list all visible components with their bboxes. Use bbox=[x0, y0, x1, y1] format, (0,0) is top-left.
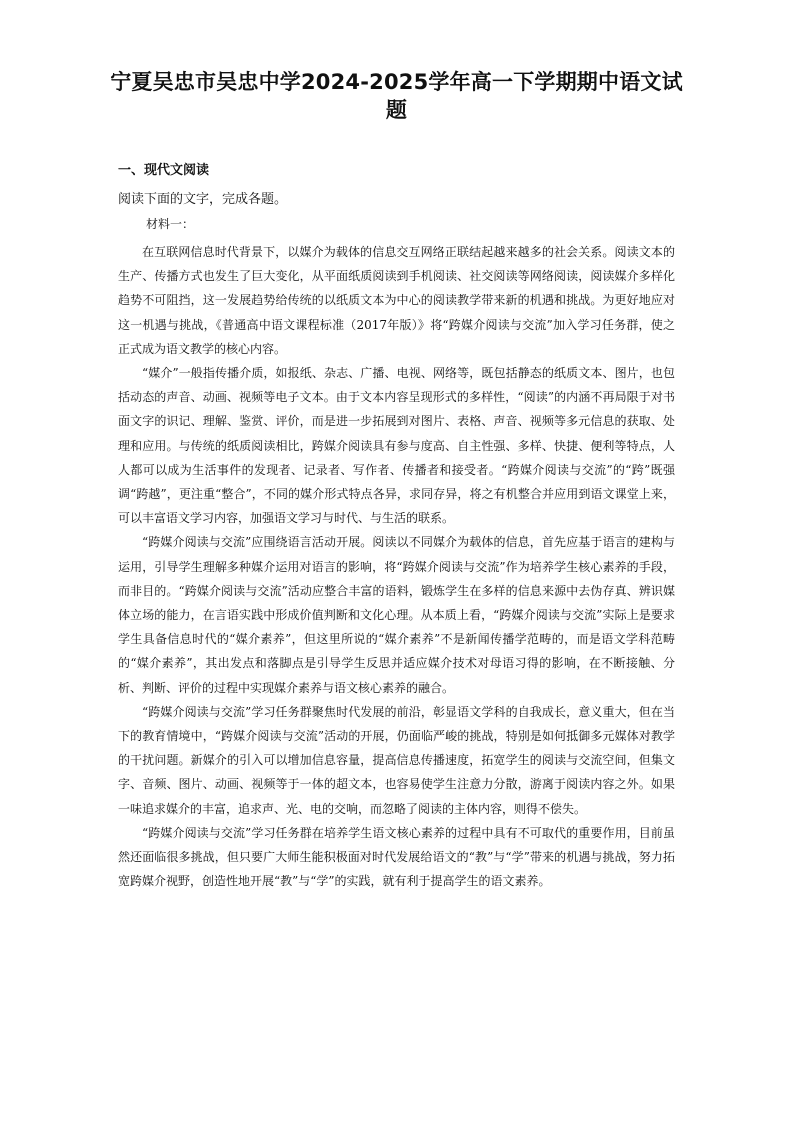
article-body bbox=[118, 240, 675, 893]
paragraph-3: “跨媒介阅读与交流”应围绕语言活动开展。阅读以不同媒介为载体的信息，首先应基于语言的建构与运用，引导学生理解多种媒介运用对语言的影响，将“跨媒介阅读与交流”作为培养学生核心素养的手段，而非目的。“跨媒介阅读与交流”活动应整合丰富的语料，锻炼学生在多样的信息来源中去伪存真、辨识媒体立场的能力，在言语实践中形成价值判断和文化心理。从本质上看，“跨媒介阅读与交流”实际上是要求学生具备信息时代的“媒介素养”，但这里所说的“媒介素养”不是新闻传播学范畴的，而是语文学科范畴的“媒介素养”，其出发点和落脚点是引导学生反思并适应媒介技术对母语习得的影响，在不断接触、分析、判断、评价的过程中实现媒介素养与语文核心素养的融合。 bbox=[118, 535, 675, 695]
document-title: 宁夏吴忠市吴忠中学2024-2025学年高一下学期期中语文试题 bbox=[110, 70, 683, 122]
paragraph-1: 在互联网信息时代背景下，以媒介为载体的信息交互网络正联结起越来越多的社会关系。阅读文本的生产、传播方式也发生了巨大变化，从平面纸质阅读到手机阅读、社交阅读等网络阅读，阅读媒介多样化趋势不可阻挡，这一发展趋势给传统的以纸质文本为中心的阅读教学带来新的机遇和挑战。为更好地应对这一机遇与挑战，《普通高中语文课程标准（2017年版）》将“跨媒介阅读与交流”加入学习任务群，使之正式成为语文教学的核心内容。 bbox=[118, 245, 675, 356]
paragraph-4: “跨媒介阅读与交流”学习任务群聚焦时代发展的前沿，彰显语文学科的自我成长，意义重大，但在当下的教育情境中，“跨媒介阅读与交流”活动的开展，仍面临严峻的挑战，特别是如何抵御多元媒体对教学的干扰问题。新媒介的引入可以增加信息容量，提高信息传播速度，拓宽学生的阅读与交流空间，但集文字、音频、图片、动画、视频等于一体的超文本，也容易使学生注意力分散，游离于阅读内容之外。如果一味追求媒介的丰富，追求声、光、电的交响，而忽略了阅读的主体内容，则得不偿失。 bbox=[118, 704, 675, 816]
paragraph-2: “媒介”一般指传播介质，如报纸、杂志、广播、电视、网络等，既包括静态的纸质文本、图片，也包括动态的声音、动画、视频等电子文本。由于文本内容呈现形式的多样性，“阅读”的内涵不再局限于对书面文字的识记、理解、鉴赏、评价，而是进一步拓展到对图片、表格、声音、视频等多元信息的获取、处理和应用。与传统的纸质阅读相比，跨媒介阅读具有参与度高、自主性强、多样、快捷、便利等特点，人人都可以成为生活事件的发现者、记录者、写作者、传播者和接受者。“跨媒介阅读与交流”的“跨”既强调“跨越”，更注重“整合”，不同的媒介形式特点各异，求同存异，将之有机整合并应用到语文课堂上来，可以丰富语文学习内容，加强语文学习与时代、与生活的联系。 bbox=[118, 366, 675, 526]
material-label: 材料一： bbox=[146, 217, 195, 231]
reading-instruction: 阅读下面的文字，完成各题。 bbox=[118, 192, 288, 207]
paragraph-5: “跨媒介阅读与交流”学习任务群在培养学生语文核心素养的过程中具有不可取代的重要作用，目前虽然还面临很多挑战，但只要广大师生能积极面对时代发展给语文的“教”与“学”带来的机遇与挑战，努力拓宽跨媒介视野，创造性地开展“教”与“学”的实践，就有利于提高学生的语文素养。 bbox=[118, 825, 675, 889]
section-heading: 一、现代文阅读 bbox=[118, 163, 210, 178]
